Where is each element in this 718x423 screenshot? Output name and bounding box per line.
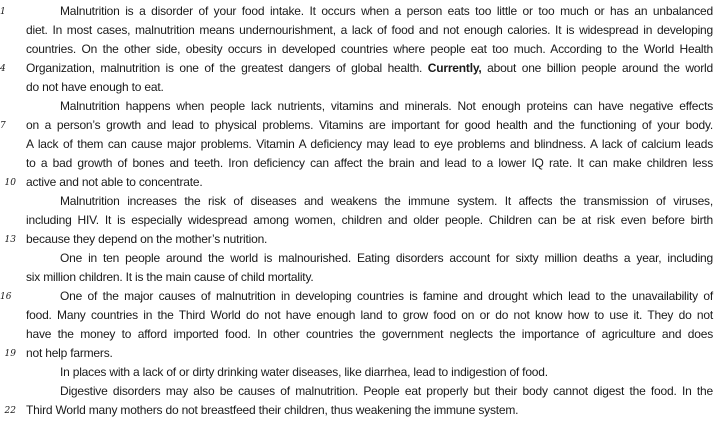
line-number: 19 <box>4 349 16 359</box>
text-line: 10 active and not able to concentrate. <box>26 173 713 192</box>
text-line: to a bad growth of bones and teeth. Iron deficiency can affect the brain and lead to a lower IQ rate. It can make children less <box>26 156 713 170</box>
text-line: food. Many countries in the Third World do not have enough land to grow food on or do not know how to use it. They do not <box>26 308 713 322</box>
text-line: diet. In most cases, malnutrition means undernourishment, a lack of food and not enough calories. It is widespread in developing <box>26 23 713 37</box>
text-line: Malnutrition increases the risk of diseases and weakens the immune system. It affects the transmission of viruses, <box>60 194 713 208</box>
line-number: 13 <box>4 235 16 245</box>
text-line: One in ten people around the world is malnourished. Eating disorders account for sixty million deaths a year, including <box>60 251 713 265</box>
text-line: countries. On the other side, obesity occurs in developed countries where people eat too much. According to the World Health <box>26 42 713 56</box>
text-line: In places with a lack of or dirty drinking water diseases, like diarrhea, lead to indigestion of food. <box>60 365 548 379</box>
line-number: 22 <box>4 406 16 416</box>
text-line <box>0 59 713 78</box>
line-number: 1 <box>0 7 6 17</box>
text-line: A lack of them can cause major problems. Vitamin A deficiency may lead to eye problems and blindness. A lack of calcium leads <box>26 137 713 151</box>
text-line: have the money to afford imported food. In other countries the government neglects the importance of agriculture and does <box>26 327 713 341</box>
text-line: Malnutrition happens when people lack nutrients, vitamins and minerals. Not enough proteins can have negative effects <box>60 99 713 113</box>
text-segment: about one billion people around the world <box>481 61 713 75</box>
text-line: do not have enough to eat. <box>26 80 164 94</box>
text-line: 22 Third World many mothers do not breastfeed their children, thus weakening the immune system. <box>26 401 713 420</box>
text-line: 19 not help farmers. <box>26 344 713 363</box>
line-number: 10 <box>4 178 16 188</box>
bold-text-segment: Currently, <box>427 61 482 75</box>
text-line: Digestive disorders may also be causes of malnutrition. People eat properly but their body cannot digest the food. In the <box>60 384 713 398</box>
line-number: 7 <box>0 121 6 131</box>
text-line: including HIV. It is especially widespread among women, children and older people. Children can be at risk even before birth <box>26 213 713 227</box>
text-line: 7 on a person’s growth and lead to physical problems. Vitamins are important for good health and the functioning of your body. <box>26 116 713 135</box>
text-line: six million children. It is the main cause of child mortality. <box>26 270 314 284</box>
text-line: 13 because they depend on the mother’s nutrition. <box>26 230 713 249</box>
text-segment: Organization, malnutrition is one of the greatest dangers of global health. <box>26 61 428 75</box>
text-line: 1 Malnutrition is a disorder of your food intake. It occurs when a person eats too little or too much or has an unbalanced <box>26 2 713 21</box>
text-line: 16 One of the major causes of malnutrition in developing countries is famine and drought which lead to the unavailability of <box>26 287 713 306</box>
line-number: 16 <box>0 292 12 302</box>
document-page <box>0 2 713 420</box>
line-number: 4 <box>0 64 6 74</box>
